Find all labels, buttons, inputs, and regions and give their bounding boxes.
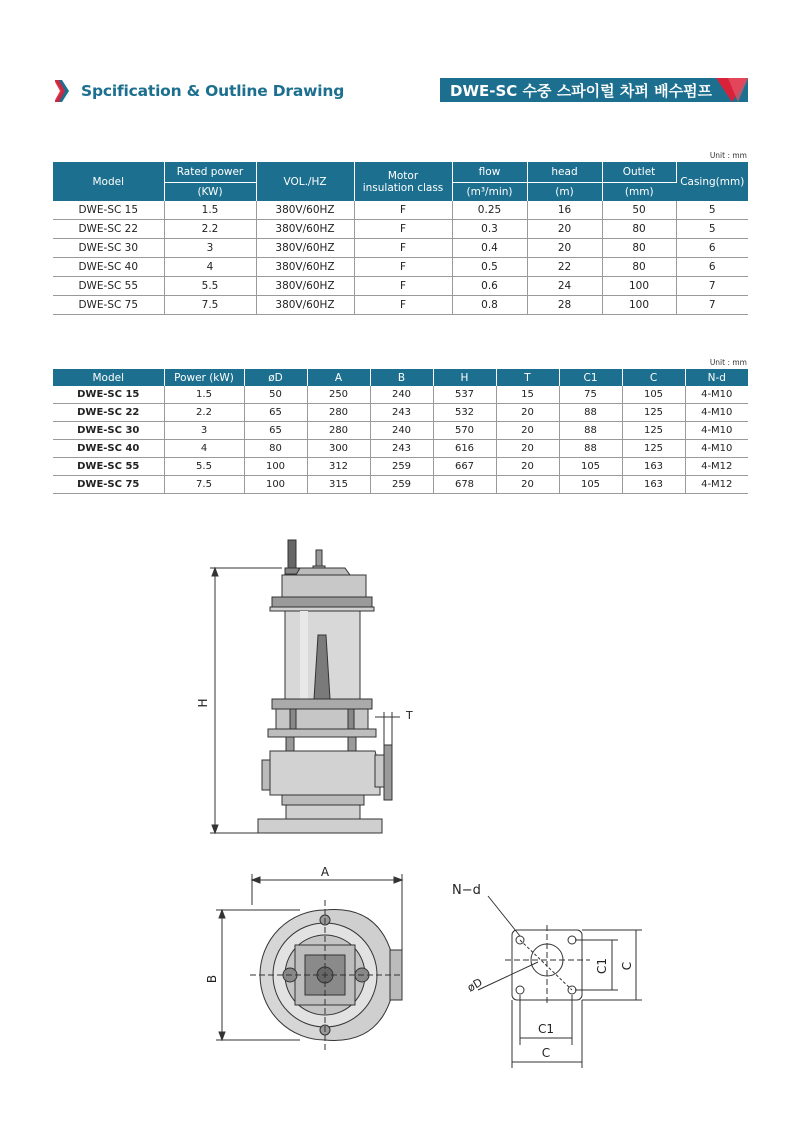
- dim-table-cell: 243: [370, 404, 433, 422]
- spec-table-cell: 6: [676, 239, 748, 258]
- dim-table-cell: 88: [559, 404, 622, 422]
- dim-table-header: C: [622, 369, 685, 386]
- header-flow: flow: [452, 162, 527, 182]
- spec-table-cell: 0.8: [452, 296, 527, 315]
- spec-table-cell: 5: [676, 201, 748, 220]
- dim-table-header: B: [370, 369, 433, 386]
- label-A: A: [320, 865, 330, 879]
- dim-table-cell: 105: [559, 458, 622, 476]
- label-Nd: N−d: [452, 883, 481, 898]
- spec-table-cell: DWE-SC 30: [53, 239, 164, 258]
- dim-table-cell: 88: [559, 440, 622, 458]
- dim-table-cell: 4-M10: [685, 404, 748, 422]
- spec-table-cell: 6: [676, 258, 748, 277]
- spec-table-cell: F: [354, 239, 452, 258]
- spec-table-cell: 380V/60HZ: [256, 220, 354, 239]
- spec-table-cell: 22: [527, 258, 602, 277]
- spec-table-cell: 380V/60HZ: [256, 277, 354, 296]
- spec-table-cell: 1.5: [164, 201, 256, 220]
- dim-table-cell: 7.5: [164, 476, 244, 494]
- dim-table-cell: 50: [244, 386, 307, 404]
- header-rated-power: Rated power: [164, 162, 256, 182]
- dim-table-cell: 300: [307, 440, 370, 458]
- dim-table-cell: 20: [496, 458, 559, 476]
- dim-unit-label: Unit : mm: [709, 358, 747, 367]
- dim-table-cell: 20: [496, 422, 559, 440]
- spec-table-cell: 50: [602, 201, 676, 220]
- spec-table-cell: 2.2: [164, 220, 256, 239]
- dim-table-cell: 537: [433, 386, 496, 404]
- spec-table-cell: 16: [527, 201, 602, 220]
- dim-table-cell: 570: [433, 422, 496, 440]
- dim-table-cell: 100: [244, 458, 307, 476]
- dim-table-cell: DWE-SC 40: [53, 440, 164, 458]
- dim-table-cell: 65: [244, 422, 307, 440]
- header-model: Model: [53, 162, 164, 201]
- spec-table-cell: 0.25: [452, 201, 527, 220]
- spec-table-cell: 0.6: [452, 277, 527, 296]
- dim-table-cell: 3: [164, 422, 244, 440]
- dim-table-header: C1: [559, 369, 622, 386]
- dim-table-cell: 125: [622, 440, 685, 458]
- label-T: T: [406, 709, 413, 722]
- spec-table-cell: DWE-SC 55: [53, 277, 164, 296]
- outlet-flange-detail: [478, 896, 642, 1068]
- dim-table-cell: DWE-SC 15: [53, 386, 164, 404]
- spec-table-cell: 7: [676, 296, 748, 315]
- spec-table-cell: 100: [602, 296, 676, 315]
- spec-table-cell: 3: [164, 239, 256, 258]
- dim-table-cell: 5.5: [164, 458, 244, 476]
- dim-table-cell: 280: [307, 404, 370, 422]
- label-H: H: [196, 698, 210, 708]
- spec-table-cell: 0.3: [452, 220, 527, 239]
- product-title: DWE-SC 수중 스파이럴 차퍼 배수펌프: [450, 81, 713, 100]
- dim-table-cell: 4: [164, 440, 244, 458]
- spec-table-cell: 5: [676, 220, 748, 239]
- dim-table-cell: 4-M12: [685, 458, 748, 476]
- dim-table-cell: 20: [496, 476, 559, 494]
- header-head: head: [527, 162, 602, 182]
- dim-table-header: A: [307, 369, 370, 386]
- dim-table-cell: 1.5: [164, 386, 244, 404]
- dim-table-cell: 125: [622, 404, 685, 422]
- dim-table-cell: 15: [496, 386, 559, 404]
- dim-table-cell: 105: [559, 476, 622, 494]
- dim-table-cell: DWE-SC 75: [53, 476, 164, 494]
- dim-table-cell: 20: [496, 404, 559, 422]
- spec-table-cell: 380V/60HZ: [256, 258, 354, 277]
- dim-table-cell: 4-M10: [685, 440, 748, 458]
- spec-table-cell: F: [354, 220, 452, 239]
- header-outlet-unit: (mm): [602, 182, 676, 201]
- dim-table-header: øD: [244, 369, 307, 386]
- header-motor-sub: insulation class: [362, 181, 444, 194]
- spec-table-cell: 380V/60HZ: [256, 239, 354, 258]
- dim-table-cell: 243: [370, 440, 433, 458]
- dim-table-header: H: [433, 369, 496, 386]
- dim-table-cell: 105: [622, 386, 685, 404]
- spec-table-cell: DWE-SC 75: [53, 296, 164, 315]
- dim-table-cell: 125: [622, 422, 685, 440]
- spec-table-cell: 28: [527, 296, 602, 315]
- spec-table-cell: 80: [602, 220, 676, 239]
- dim-table-cell: 532: [433, 404, 496, 422]
- header-vol: VOL./HZ: [256, 162, 354, 201]
- dim-table-cell: 163: [622, 458, 685, 476]
- pump-top-view: [216, 874, 402, 1050]
- dim-table-header: Model: [53, 369, 164, 386]
- label-C1-bottom: C1: [537, 1022, 555, 1036]
- dim-table-cell: 88: [559, 422, 622, 440]
- dim-table-cell: 678: [433, 476, 496, 494]
- dim-table-cell: 616: [433, 440, 496, 458]
- spec-table-cell: F: [354, 258, 452, 277]
- dim-table-cell: 4-M10: [685, 386, 748, 404]
- spec-table-cell: 100: [602, 277, 676, 296]
- spec-table-cell: 80: [602, 258, 676, 277]
- dim-table-cell: 667: [433, 458, 496, 476]
- spec-table-cell: DWE-SC 15: [53, 201, 164, 220]
- dim-table-cell: 259: [370, 458, 433, 476]
- dim-table-cell: 80: [244, 440, 307, 458]
- spec-table-cell: F: [354, 296, 452, 315]
- header-casing: Casing(mm): [676, 162, 748, 201]
- dim-table-cell: 20: [496, 440, 559, 458]
- dim-table-header: N-d: [685, 369, 748, 386]
- spec-table-cell: 7.5: [164, 296, 256, 315]
- dim-table-cell: DWE-SC 30: [53, 422, 164, 440]
- header-outlet: Outlet: [602, 162, 676, 182]
- section-title: Spcification & Outline Drawing: [81, 82, 345, 100]
- dim-table-cell: 75: [559, 386, 622, 404]
- label-C-bottom: C: [541, 1046, 551, 1060]
- dim-table-cell: 65: [244, 404, 307, 422]
- header-rated-power-unit: (KW): [164, 182, 256, 201]
- spec-table-cell: F: [354, 277, 452, 296]
- dim-table-cell: 2.2: [164, 404, 244, 422]
- spec-table-cell: 380V/60HZ: [256, 201, 354, 220]
- dim-table-cell: 240: [370, 422, 433, 440]
- dim-table-cell: 312: [307, 458, 370, 476]
- pump-side-view: [210, 540, 400, 833]
- spec-table-cell: DWE-SC 40: [53, 258, 164, 277]
- header-flow-unit: (m³/min): [452, 182, 527, 201]
- label-C-right: C: [620, 961, 634, 971]
- header-motor-label: Motor: [387, 169, 419, 182]
- dim-table-cell: 4-M10: [685, 422, 748, 440]
- dim-table-cell: 100: [244, 476, 307, 494]
- spec-table-cell: 0.5: [452, 258, 527, 277]
- dim-table-header: T: [496, 369, 559, 386]
- dim-table-cell: 4-M12: [685, 476, 748, 494]
- dim-table-header: Power (kW): [164, 369, 244, 386]
- spec-table-cell: 380V/60HZ: [256, 296, 354, 315]
- spec-table-cell: F: [354, 201, 452, 220]
- spec-table-cell: 7: [676, 277, 748, 296]
- dim-table-cell: 280: [307, 422, 370, 440]
- spec-table-cell: 20: [527, 239, 602, 258]
- spec-table-cell: 24: [527, 277, 602, 296]
- spec-table-cell: 4: [164, 258, 256, 277]
- label-C1-right: C1: [595, 957, 609, 975]
- dim-table-cell: 315: [307, 476, 370, 494]
- dim-table-cell: DWE-SC 22: [53, 404, 164, 422]
- spec-unit-label: Unit : mm: [709, 151, 747, 160]
- dim-table-cell: 259: [370, 476, 433, 494]
- spec-table-cell: 20: [527, 220, 602, 239]
- spec-table-cell: 80: [602, 239, 676, 258]
- spec-table-cell: 5.5: [164, 277, 256, 296]
- spec-table-cell: DWE-SC 22: [53, 220, 164, 239]
- dim-table-cell: DWE-SC 55: [53, 458, 164, 476]
- label-phiD: øD: [465, 975, 485, 995]
- dim-table-cell: 163: [622, 476, 685, 494]
- spec-table-cell: 0.4: [452, 239, 527, 258]
- header-head-unit: (m): [527, 182, 602, 201]
- label-B: B: [205, 974, 219, 984]
- dim-table-cell: 240: [370, 386, 433, 404]
- dim-table-cell: 250: [307, 386, 370, 404]
